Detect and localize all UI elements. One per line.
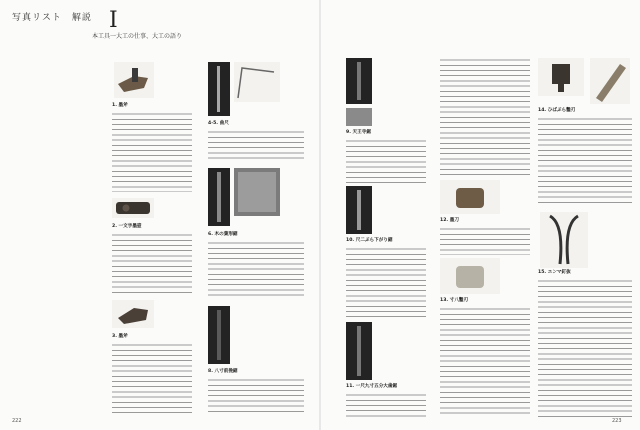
photo-item-4 (208, 62, 230, 116)
photo-item-10 (346, 186, 372, 234)
photo-item-14b (590, 58, 630, 104)
item-14-text (538, 117, 632, 207)
item-11-caption: 11. 一尺九寸五分大歯鋸 (346, 384, 398, 389)
item-10-text (346, 247, 426, 317)
photo-item-3 (112, 300, 154, 328)
item-2-text (112, 233, 192, 295)
photo-item-6 (208, 168, 230, 226)
item-11-text (346, 393, 426, 417)
item-2-caption: 2. 一文字墨壺 (112, 224, 142, 229)
photo-item-8 (208, 306, 230, 364)
photo-item-12 (440, 180, 500, 214)
item-9-text (346, 139, 426, 183)
item-3-text (112, 343, 192, 415)
photo-item-9 (346, 58, 372, 104)
item-1-text (112, 112, 192, 192)
item-9-caption: 9. 天王寺鋸 (346, 130, 371, 135)
item-13-text (440, 307, 530, 417)
intro-text-right (440, 58, 530, 176)
item-8-text (208, 378, 304, 416)
item-6-caption: 6. 木の葉形鋸 (208, 232, 238, 237)
section-numeral: I (109, 8, 118, 33)
item-15-caption: 15. エンマ釘抜 (538, 270, 571, 275)
item-14-caption: 14. ひばぶら鑿刃 (538, 108, 576, 113)
photo-item-5 (234, 62, 280, 102)
photo-item-11 (346, 322, 372, 380)
item-15-text (538, 279, 632, 417)
item-3-caption: 3. 墨斧 (112, 334, 128, 339)
item-12-caption: 12. 墨刀 (440, 218, 459, 223)
photo-item-15 (540, 212, 588, 268)
photo-item-2 (112, 198, 154, 218)
photo-item-9b (346, 108, 372, 126)
item-12-text (440, 227, 530, 255)
photo-item-1 (114, 62, 154, 98)
item-1-caption: 1. 墨斧 (112, 103, 128, 108)
item-10-caption: 10. 尺二ぶら下がり鋸 (346, 238, 393, 243)
page-header-title: 写真リスト 解説 (12, 13, 92, 23)
item-13-caption: 13. 寸八鑿刃 (440, 298, 469, 303)
page-gutter (319, 0, 321, 430)
photo-item-13 (440, 258, 500, 294)
item-4-caption: 4-5. 曲尺 (208, 121, 229, 126)
photo-item-7 (234, 168, 280, 216)
section-title: 本工具一大工の仕事、大工の語り (92, 33, 183, 40)
page-number-left: 222 (12, 418, 22, 424)
page-number-right: 223 (612, 418, 622, 424)
photo-item-14 (538, 58, 584, 96)
item-8-caption: 8. 八寸前挽鋸 (208, 369, 238, 374)
item-6-text (208, 241, 304, 297)
item-4-text (208, 130, 304, 162)
